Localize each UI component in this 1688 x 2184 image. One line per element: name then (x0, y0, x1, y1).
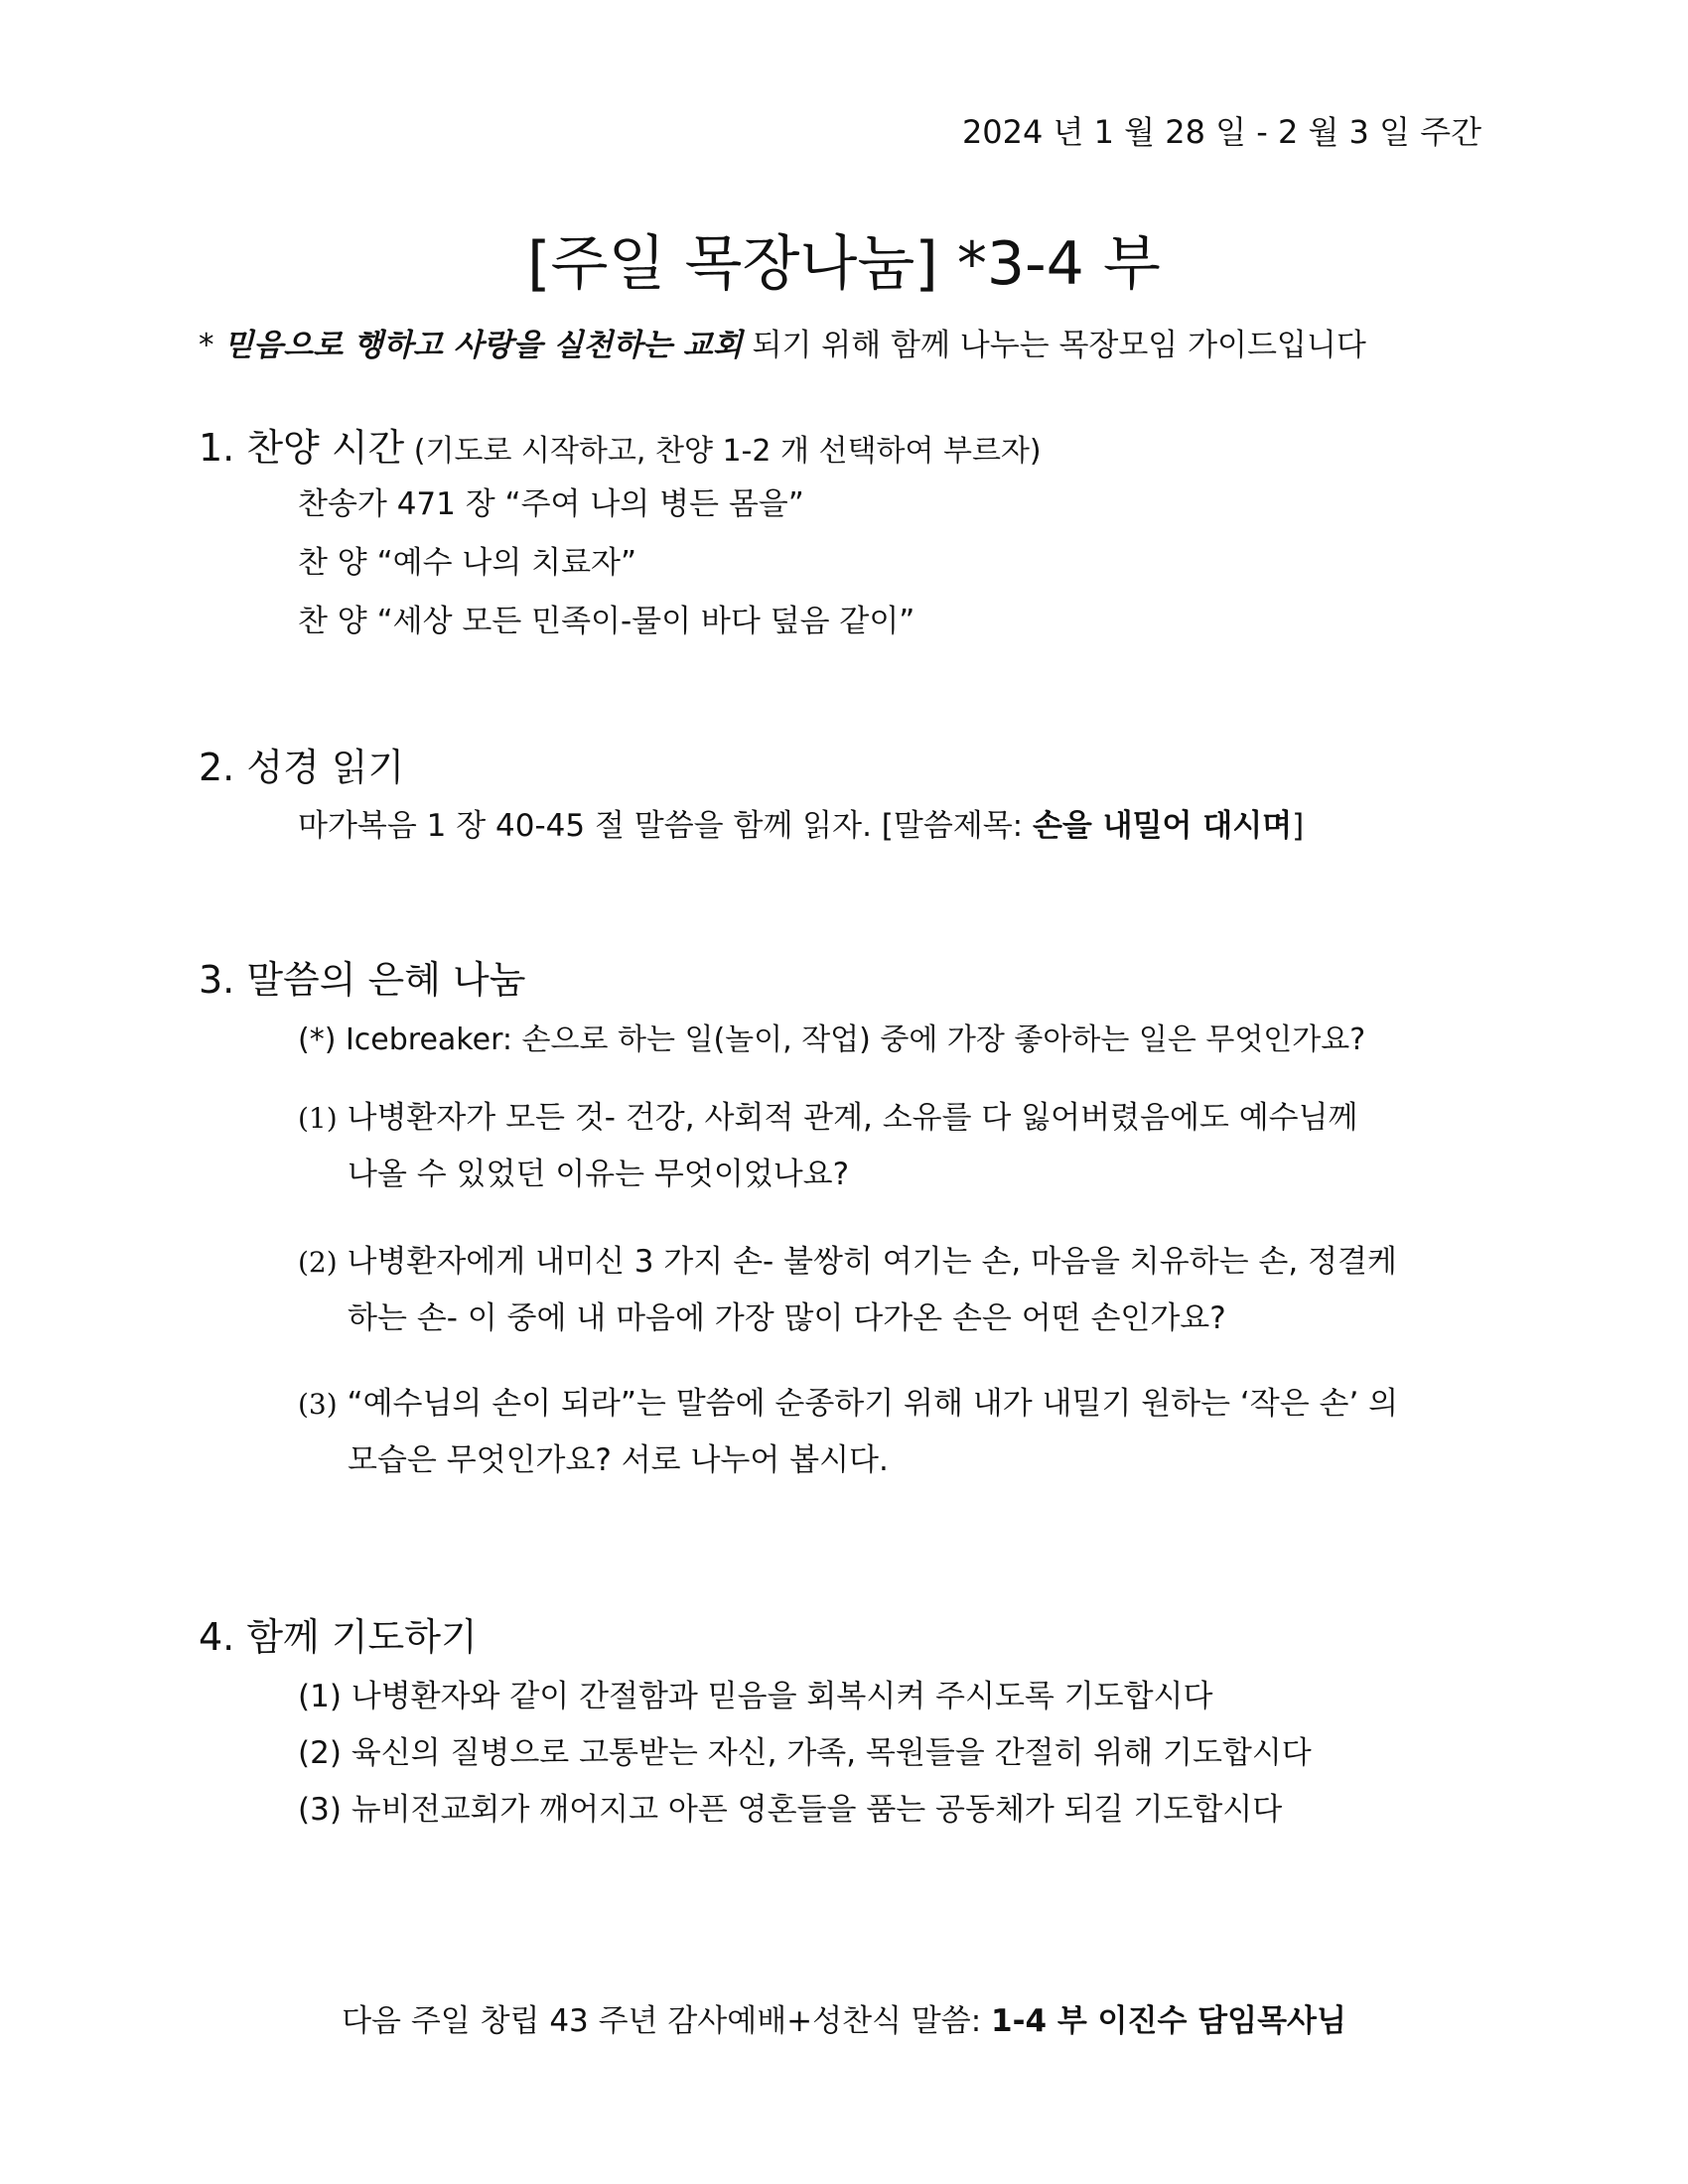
footer-notice (0, 1995, 1688, 2040)
question-text-cont: 나올 수 있었던 이유는 무엇이었나요? (348, 1157, 850, 1192)
sermon-title-close: ] (1292, 808, 1305, 844)
question-number: (2) (298, 1246, 338, 1279)
praise-item: 찬 양 “세상 모든 민족이-물이 바다 덮음 같이” (298, 604, 915, 639)
question-text: 나병환자에게 내미신 3 가지 손- 불쌍히 여기는 손, 마음을 치유하는 손, 정결케 (337, 1244, 1397, 1280)
question-text-cont: 모습은 무엇인가요? 서로 나누어 봅시다. (348, 1442, 889, 1478)
footer-speaker: 1-4 부 이진수 담임목사님 (991, 2003, 1346, 2039)
section1-heading (199, 417, 1042, 472)
section2-heading: 2. 성경 읽기 (199, 746, 405, 789)
praise-item: 찬 양 “예수 나의 치료자” (298, 545, 637, 581)
intro-star: * (199, 328, 214, 363)
hymn-item: 찬송가 471 장 “주여 나의 병든 몸을” (298, 486, 804, 522)
prayer-item: (2) 육신의 질병으로 고통받는 자신, 가족, 목원들을 간절히 위해 기도합시다 (298, 1735, 1312, 1771)
question-1 (298, 1090, 1357, 1202)
section1-title: 1. 찬양 시간 (199, 426, 405, 470)
intro-emphasis: 믿음으로 행하고 사랑을 실천하는 교회 (223, 328, 743, 363)
sermon-title: 손을 내밀어 대시며 (1032, 808, 1293, 844)
intro-line (199, 320, 1366, 364)
icebreaker: (*) Icebreaker: 손으로 하는 일(놀이, 작업) 중에 가장 좋아하는 일은 무엇인가요? (298, 1023, 1366, 1057)
page-title: [주일 목장나눔] *3-4 부 (527, 229, 1161, 299)
question-2 (298, 1234, 1397, 1346)
section1-note: (기도로 시작하고, 찬양 1-2 개 선택하여 부르자) (404, 434, 1042, 469)
question-text: “예수님의 손이 되라”는 말씀에 순종하기 위해 내가 내밀기 원하는 ‘작은 손’ 의 (337, 1386, 1399, 1422)
prayer-item: (1) 나병환자와 같이 간절함과 믿음을 회복시켜 주시도록 기도합시다 (298, 1679, 1213, 1714)
question-text-cont: 하는 손- 이 중에 내 마음에 가장 많이 다가온 손은 어떤 손인가요? (348, 1300, 1226, 1336)
question-3 (298, 1376, 1398, 1488)
section3-heading: 3. 말씀의 은혜 나눔 (199, 958, 526, 1002)
intro-rest: 되기 위해 함께 나누는 목장모임 가이드입니다 (742, 328, 1366, 363)
question-text: 나병환자가 모든 것- 건강, 사회적 관계, 소유를 다 잃어버렸음에도 예수님께 (337, 1100, 1358, 1136)
section4-heading: 4. 함께 기도하기 (199, 1615, 478, 1659)
question-number: (1) (298, 1102, 338, 1135)
week-date: 2024 년 1 월 28 일 - 2 월 3 일 주간 (961, 113, 1481, 151)
footer-text: 다음 주일 창립 43 주년 감사예배+성찬식 말씀: (342, 2003, 992, 2039)
question-number: (3) (298, 1388, 338, 1421)
bible-reading-line (298, 800, 1304, 845)
prayer-item: (3) 뉴비전교회가 깨어지고 아픈 영혼들을 품는 공동체가 되길 기도합시다 (298, 1792, 1283, 1828)
bible-reading-text: 마가복음 1 장 40-45 절 말씀을 함께 읽자. [말씀제목: (298, 808, 1033, 844)
